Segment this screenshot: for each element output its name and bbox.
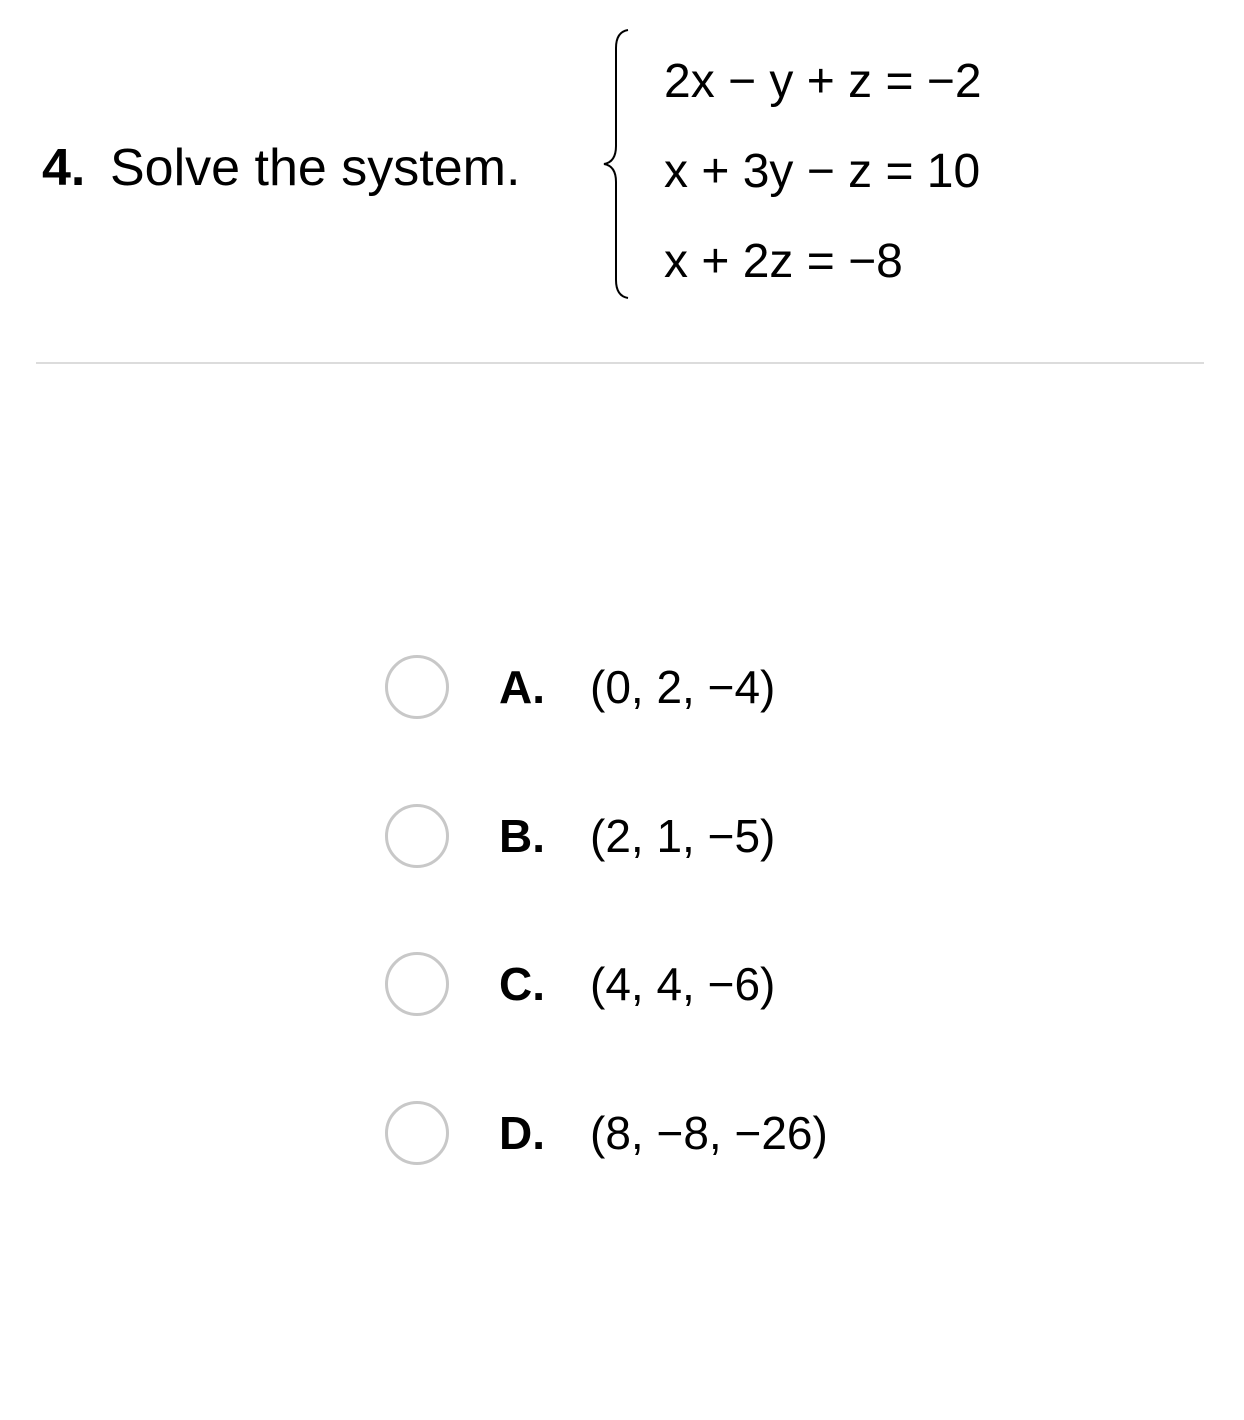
radio-button[interactable] — [385, 952, 449, 1016]
question-number: 4. — [42, 139, 86, 197]
radio-button[interactable] — [385, 1101, 449, 1165]
radio-button[interactable] — [385, 655, 449, 719]
equation-3: x + 2z = −8 — [664, 235, 903, 288]
left-brace-icon — [596, 28, 636, 300]
option-value: (8, −8, −26) — [590, 1107, 828, 1159]
option-value: (0, 2, −4) — [590, 661, 776, 713]
option-b[interactable] — [385, 801, 776, 871]
question-prompt: Solve the system. — [110, 139, 521, 197]
option-d[interactable] — [385, 1098, 828, 1168]
option-a[interactable] — [385, 652, 776, 722]
radio-button[interactable] — [385, 804, 449, 868]
option-c[interactable] — [385, 949, 776, 1019]
option-letter: D. — [499, 1107, 545, 1159]
option-letter: A. — [499, 661, 545, 713]
equation-1: 2x − y + z = −2 — [664, 55, 982, 108]
equation-2: x + 3y − z = 10 — [664, 145, 981, 198]
option-value: (2, 1, −5) — [590, 810, 776, 862]
option-letter: C. — [499, 958, 545, 1010]
option-value: (4, 4, −6) — [590, 958, 776, 1010]
divider — [36, 362, 1204, 364]
option-letter: B. — [499, 810, 545, 862]
